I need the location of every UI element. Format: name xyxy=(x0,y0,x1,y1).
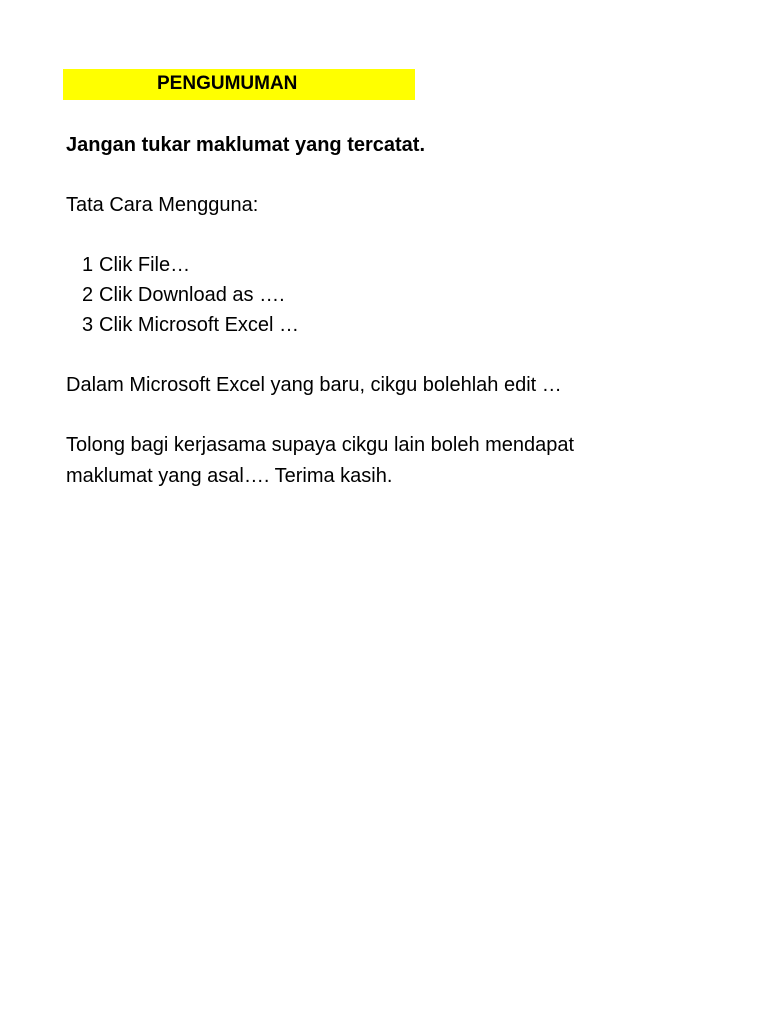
title-highlight-bar xyxy=(63,69,415,100)
note-text: Dalam Microsoft Excel yang baru, cikgu bolehlah edit … xyxy=(66,374,562,396)
step-item xyxy=(82,283,285,307)
closing-text-line-1: Tolong bagi kerjasama supaya cikgu lain boleh mendapat xyxy=(66,434,575,456)
step-text: Clik File… xyxy=(99,254,191,276)
warning-text: Jangan tukar maklumat yang tercatat. xyxy=(66,134,426,156)
step-text: Clik Download as …. xyxy=(99,284,285,306)
step-text: Clik Microsoft Excel … xyxy=(99,314,300,336)
step-number: 2 xyxy=(82,284,94,306)
closing-text-line-2: maklumat yang asal…. Terima kasih. xyxy=(66,465,393,487)
step-item xyxy=(82,253,190,277)
page-title: PENGUMUMAN xyxy=(157,73,298,94)
instructions-heading: Tata Cara Mengguna: xyxy=(66,194,259,216)
step-number: 1 xyxy=(82,254,94,276)
step-item xyxy=(82,313,299,337)
step-number: 3 xyxy=(82,314,94,336)
